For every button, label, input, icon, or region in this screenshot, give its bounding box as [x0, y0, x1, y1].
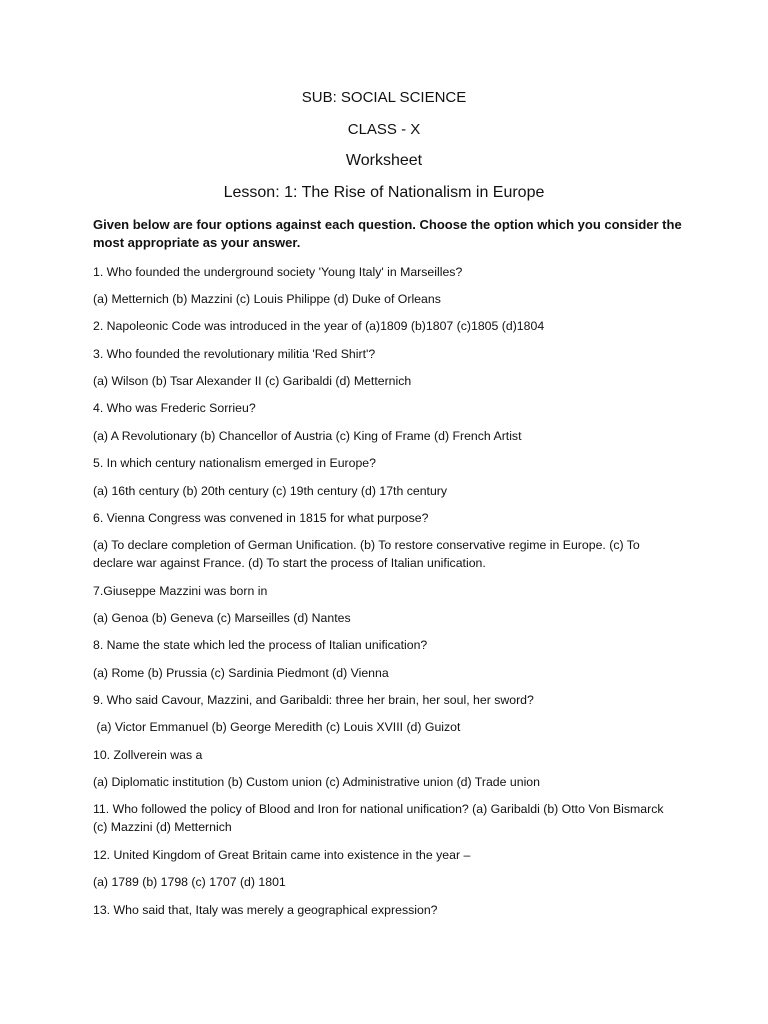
options-8: (a) Rome (b) Prussia (c) Sardinia Piedmont (d) Vienna [93, 666, 389, 680]
question-6: 6. Vienna Congress was convened in 1815 for what purpose? [93, 511, 429, 525]
options-12: (a) 1789 (b) 1798 (c) 1707 (d) 1801 [93, 875, 286, 889]
options-7: (a) Genoa (b) Geneva (c) Marseilles (d) Nantes [93, 611, 351, 625]
options-5: (a) 16th century (b) 20th century (c) 19th century (d) 17th century [93, 484, 448, 498]
question-2: 2. Napoleonic Code was introduced in the year of (a)1809 (b)1807 (c)1805 (d)1804 [93, 319, 545, 333]
question-11: 11. Who followed the policy of Blood and Iron for national unification? (a) Garibaldi (b) Otto Von Bismarck (c) Mazzini (d) Metternich [93, 802, 664, 834]
question-9: 9. Who said Cavour, Mazzini, and Garibaldi: three her brain, her soul, her sword? [93, 693, 534, 707]
subject-heading: SUB: SOCIAL SCIENCE [301, 89, 467, 106]
options-9: (a) Victor Emmanuel (b) George Meredith (c) Louis XVIII (d) Guizot [93, 720, 461, 734]
question-10: 10. Zollverein was a [93, 748, 203, 762]
lesson-heading: Lesson: 1: The Rise of Nationalism in Europe [223, 184, 545, 201]
instructions: Given below are four options against each question. Choose the option which you consider the most appropriate as your answer. [93, 217, 682, 250]
options-1: (a) Metternich (b) Mazzini (c) Louis Philippe (d) Duke of Orleans [93, 292, 441, 306]
worksheet-heading: Worksheet [345, 152, 423, 169]
question-4: 4. Who was Frederic Sorrieu? [93, 401, 256, 415]
question-3: 3. Who founded the revolutionary militia 'Red Shirt'? [93, 347, 376, 361]
question-8: 8. Name the state which led the process of Italian unification? [93, 638, 428, 652]
question-5: 5. In which century nationalism emerged in Europe? [93, 456, 376, 470]
question-7: 7.Giuseppe Mazzini was born in [93, 584, 268, 598]
options-6: (a) To declare completion of German Unification. (b) To restore conservative regime in Europe. (c) To declare war against France. (d) To start the process of Italian unification. [93, 538, 640, 570]
class-heading: CLASS - X [347, 121, 421, 138]
question-13: 13. Who said that, Italy was merely a geographical expression? [93, 903, 438, 917]
options-4: (a) A Revolutionary (b) Chancellor of Austria (c) King of Frame (d) French Artist [93, 429, 522, 443]
options-3: (a) Wilson (b) Tsar Alexander II (c) Garibaldi (d) Metternich [93, 374, 412, 388]
question-12: 12. United Kingdom of Great Britain came into existence in the year – [93, 848, 471, 862]
question-1: 1. Who founded the underground society 'Young Italy' in Marseilles? [93, 265, 463, 279]
options-10: (a) Diplomatic institution (b) Custom union (c) Administrative union (d) Trade union [93, 775, 540, 789]
